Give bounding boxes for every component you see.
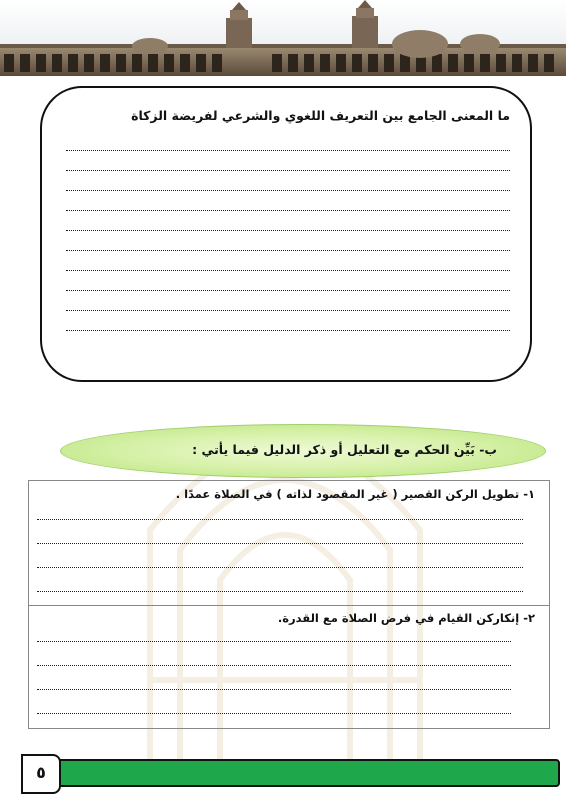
- row-divider: [29, 605, 549, 606]
- header-mosque-banner: [0, 0, 566, 76]
- answer-line[interactable]: [37, 713, 511, 714]
- answer-line[interactable]: [66, 270, 510, 271]
- answer-line[interactable]: [66, 330, 510, 331]
- answer-line[interactable]: [66, 190, 510, 191]
- answer-line[interactable]: [66, 230, 510, 231]
- section-heading: ب- بَيِّن الحكم مع التعليل أو ذكر الدليل فيما يأتي :: [192, 442, 497, 457]
- answer-line[interactable]: [66, 310, 510, 311]
- answer-line[interactable]: [66, 290, 510, 291]
- answer-line[interactable]: [37, 567, 523, 568]
- answer-line[interactable]: [66, 250, 510, 251]
- answer-line[interactable]: [66, 170, 510, 171]
- answer-line[interactable]: [66, 150, 510, 151]
- item-2: [278, 611, 535, 625]
- answer-line[interactable]: [66, 210, 510, 211]
- question-box: [40, 86, 532, 382]
- answer-line[interactable]: [37, 641, 511, 642]
- item-number: ٢-: [523, 611, 535, 625]
- question-text: ما المعنى الجامع بين التعريف اللغوي والشرعي لفريضة الزكاة: [131, 108, 510, 123]
- answers-table: [28, 480, 550, 729]
- answer-line[interactable]: [37, 665, 511, 666]
- section-heading-pill: [60, 424, 546, 478]
- item-number: ١-: [523, 487, 535, 501]
- answer-line[interactable]: [37, 591, 523, 592]
- answer-line[interactable]: [37, 519, 523, 520]
- answer-line[interactable]: [37, 689, 511, 690]
- item-text: إنكاركن القيام في فرض الصلاة مع القدرة.: [277, 611, 520, 625]
- mosque-image: [0, 0, 566, 76]
- page-number: ٥: [21, 754, 61, 794]
- footer-bar: [36, 759, 560, 787]
- item-1: [176, 487, 535, 501]
- answer-line[interactable]: [37, 543, 523, 544]
- item-text: تطويل الركن القصير ( غير المقصود لذاته ) في الصلاة عمدًا .: [175, 487, 520, 501]
